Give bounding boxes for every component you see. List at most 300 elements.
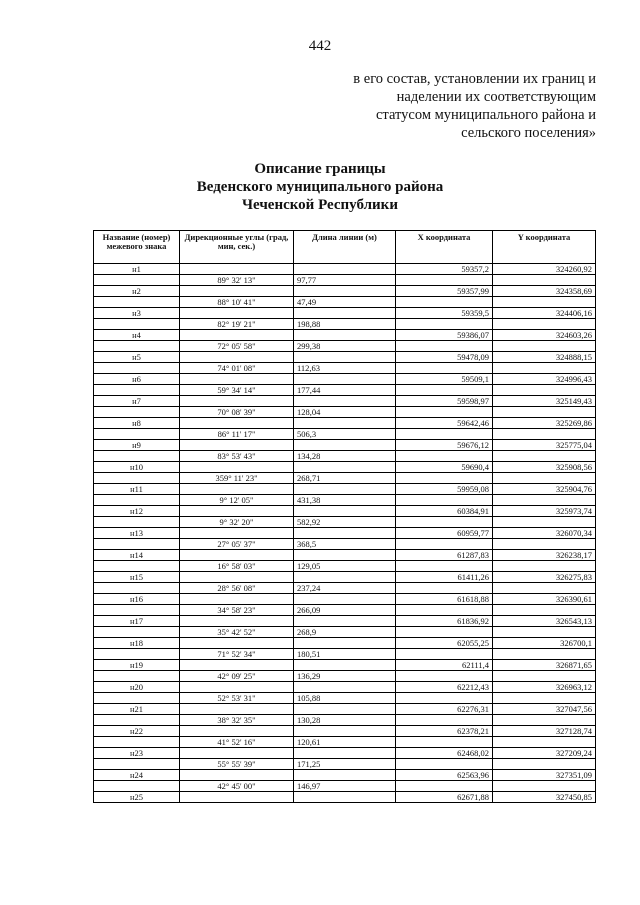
empty-cell <box>94 297 180 308</box>
segment-row <box>94 693 596 704</box>
empty-cell <box>180 440 294 451</box>
direction-angle: 88° 10' 41" <box>180 297 294 308</box>
empty-cell <box>493 627 596 638</box>
empty-cell <box>493 539 596 550</box>
segment-row <box>94 583 596 594</box>
empty-cell <box>396 473 493 484</box>
empty-cell <box>180 704 294 715</box>
y-coordinate: 326963,12 <box>493 682 596 693</box>
segment-row <box>94 319 596 330</box>
point-name: н7 <box>94 396 180 407</box>
point-name: н14 <box>94 550 180 561</box>
empty-cell <box>493 385 596 396</box>
direction-angle: 359° 11' 23" <box>180 473 294 484</box>
point-name: н10 <box>94 462 180 473</box>
empty-cell <box>396 407 493 418</box>
point-name: н17 <box>94 616 180 627</box>
y-coordinate: 324406,16 <box>493 308 596 319</box>
empty-cell <box>180 594 294 605</box>
y-coordinate: 325904,76 <box>493 484 596 495</box>
segment-row <box>94 429 596 440</box>
empty-cell <box>94 341 180 352</box>
heading-line: Описание границы <box>254 161 386 177</box>
y-coordinate: 326275,83 <box>493 572 596 583</box>
empty-cell <box>180 638 294 649</box>
line-length: 198,88 <box>294 319 396 330</box>
point-name: н21 <box>94 704 180 715</box>
empty-cell <box>94 715 180 726</box>
point-name: н9 <box>94 440 180 451</box>
empty-cell <box>94 473 180 484</box>
empty-cell <box>396 385 493 396</box>
line-length: 129,05 <box>294 561 396 572</box>
table-body <box>94 264 596 803</box>
empty-cell <box>94 781 180 792</box>
empty-cell <box>94 561 180 572</box>
point-row <box>94 770 596 781</box>
empty-cell <box>180 506 294 517</box>
empty-cell <box>294 572 396 583</box>
x-coordinate: 62563,96 <box>396 770 493 781</box>
point-row <box>94 462 596 473</box>
empty-cell <box>294 330 396 341</box>
x-coordinate: 59598,97 <box>396 396 493 407</box>
x-coordinate: 60959,77 <box>396 528 493 539</box>
point-row <box>94 748 596 759</box>
empty-cell <box>94 407 180 418</box>
empty-cell <box>396 429 493 440</box>
boundary-table <box>93 230 596 803</box>
empty-cell <box>294 462 396 473</box>
empty-cell <box>94 649 180 660</box>
segment-row <box>94 627 596 638</box>
header-y: Y координата <box>493 231 596 264</box>
empty-cell <box>94 583 180 594</box>
empty-cell <box>180 352 294 363</box>
empty-cell <box>396 759 493 770</box>
empty-cell <box>294 528 396 539</box>
empty-cell <box>493 275 596 286</box>
empty-cell <box>493 605 596 616</box>
empty-cell <box>180 462 294 473</box>
x-coordinate: 61287,83 <box>396 550 493 561</box>
direction-angle: 42° 09' 25" <box>180 671 294 682</box>
segment-row <box>94 495 596 506</box>
y-coordinate: 324996,43 <box>493 374 596 385</box>
empty-cell <box>180 264 294 275</box>
direction-angle: 70° 08' 39" <box>180 407 294 418</box>
x-coordinate: 59959,08 <box>396 484 493 495</box>
y-coordinate: 327209,24 <box>493 748 596 759</box>
empty-cell <box>493 319 596 330</box>
empty-cell <box>180 396 294 407</box>
y-coordinate: 324603,26 <box>493 330 596 341</box>
empty-cell <box>396 275 493 286</box>
point-row <box>94 374 596 385</box>
direction-angle: 28° 56' 08" <box>180 583 294 594</box>
line-length: 136,29 <box>294 671 396 682</box>
point-name: н1 <box>94 264 180 275</box>
segment-row <box>94 451 596 462</box>
point-name: н4 <box>94 330 180 341</box>
empty-cell <box>493 517 596 528</box>
x-coordinate: 59359,5 <box>396 308 493 319</box>
line-length: 105,88 <box>294 693 396 704</box>
segment-row <box>94 275 596 286</box>
empty-cell <box>94 495 180 506</box>
point-row <box>94 792 596 803</box>
point-name: н3 <box>94 308 180 319</box>
empty-cell <box>396 341 493 352</box>
empty-cell <box>180 550 294 561</box>
empty-cell <box>180 418 294 429</box>
point-row <box>94 418 596 429</box>
empty-cell <box>294 506 396 517</box>
empty-cell <box>493 341 596 352</box>
empty-cell <box>493 715 596 726</box>
heading-line: Чеченской Республики <box>242 197 398 213</box>
x-coordinate: 59509,1 <box>396 374 493 385</box>
empty-cell <box>396 583 493 594</box>
y-coordinate: 325149,43 <box>493 396 596 407</box>
point-name: н20 <box>94 682 180 693</box>
line-length: 171,25 <box>294 759 396 770</box>
empty-cell <box>294 308 396 319</box>
direction-angle: 72° 05' 58" <box>180 341 294 352</box>
empty-cell <box>94 319 180 330</box>
empty-cell <box>294 286 396 297</box>
empty-cell <box>180 792 294 803</box>
empty-cell <box>294 396 396 407</box>
empty-cell <box>493 495 596 506</box>
segment-row <box>94 517 596 528</box>
segment-row <box>94 561 596 572</box>
subtitle-line: в его состав, установлении их границ и <box>353 71 596 87</box>
empty-cell <box>294 660 396 671</box>
empty-cell <box>396 693 493 704</box>
point-name: н24 <box>94 770 180 781</box>
empty-cell <box>493 561 596 572</box>
empty-cell <box>180 374 294 385</box>
point-row <box>94 594 596 605</box>
direction-angle: 89° 32' 13" <box>180 275 294 286</box>
empty-cell <box>180 330 294 341</box>
point-name: н6 <box>94 374 180 385</box>
x-coordinate: 59386,07 <box>396 330 493 341</box>
empty-cell <box>396 715 493 726</box>
empty-cell <box>294 704 396 715</box>
point-row <box>94 286 596 297</box>
empty-cell <box>94 671 180 682</box>
empty-cell <box>294 374 396 385</box>
empty-cell <box>396 451 493 462</box>
segment-row <box>94 781 596 792</box>
point-name: н22 <box>94 726 180 737</box>
y-coordinate: 326070,34 <box>493 528 596 539</box>
empty-cell <box>493 737 596 748</box>
point-row <box>94 440 596 451</box>
line-length: 130,28 <box>294 715 396 726</box>
point-row <box>94 638 596 649</box>
table-header-row <box>94 231 596 264</box>
x-coordinate: 62055,25 <box>396 638 493 649</box>
x-coordinate: 62378,21 <box>396 726 493 737</box>
empty-cell <box>493 297 596 308</box>
x-coordinate: 60384,91 <box>396 506 493 517</box>
line-length: 368,5 <box>294 539 396 550</box>
x-coordinate: 59690,4 <box>396 462 493 473</box>
page-number: 442 <box>308 38 332 54</box>
x-coordinate: 62212,43 <box>396 682 493 693</box>
empty-cell <box>180 748 294 759</box>
direction-angle: 16° 58' 03" <box>180 561 294 572</box>
empty-cell <box>94 539 180 550</box>
y-coordinate: 324260,92 <box>493 264 596 275</box>
empty-cell <box>94 275 180 286</box>
segment-row <box>94 737 596 748</box>
empty-cell <box>396 561 493 572</box>
header-name: Название (номер) межевого знака <box>94 231 180 264</box>
empty-cell <box>396 495 493 506</box>
y-coordinate: 326543,13 <box>493 616 596 627</box>
empty-cell <box>294 440 396 451</box>
direction-angle: 71° 52' 34" <box>180 649 294 660</box>
y-coordinate: 324888,15 <box>493 352 596 363</box>
line-length: 506,3 <box>294 429 396 440</box>
direction-angle: 9° 32' 20" <box>180 517 294 528</box>
empty-cell <box>94 363 180 374</box>
y-coordinate: 326871,65 <box>493 660 596 671</box>
x-coordinate: 61618,88 <box>396 594 493 605</box>
empty-cell <box>493 781 596 792</box>
line-length: 431,38 <box>294 495 396 506</box>
y-coordinate: 326390,61 <box>493 594 596 605</box>
empty-cell <box>294 638 396 649</box>
subtitle-line: наделении их соответствующим <box>396 89 596 105</box>
point-row <box>94 396 596 407</box>
empty-cell <box>294 770 396 781</box>
empty-cell <box>493 649 596 660</box>
empty-cell <box>396 363 493 374</box>
header-angle: Дирекционные углы (град, мин, сек.) <box>180 231 294 264</box>
empty-cell <box>180 770 294 781</box>
segment-row <box>94 759 596 770</box>
direction-angle: 52° 53' 31" <box>180 693 294 704</box>
segment-row <box>94 363 596 374</box>
empty-cell <box>396 627 493 638</box>
empty-cell <box>396 781 493 792</box>
y-coordinate: 324358,69 <box>493 286 596 297</box>
point-row <box>94 484 596 495</box>
empty-cell <box>94 759 180 770</box>
empty-cell <box>493 451 596 462</box>
line-length: 266,09 <box>294 605 396 616</box>
line-length: 177,44 <box>294 385 396 396</box>
x-coordinate: 59676,12 <box>396 440 493 451</box>
line-length: 47,49 <box>294 297 396 308</box>
direction-angle: 41° 52' 16" <box>180 737 294 748</box>
empty-cell <box>94 693 180 704</box>
segment-row <box>94 385 596 396</box>
empty-cell <box>493 671 596 682</box>
empty-cell <box>180 484 294 495</box>
line-length: 180,51 <box>294 649 396 660</box>
direction-angle: 27° 05' 37" <box>180 539 294 550</box>
point-row <box>94 550 596 561</box>
point-name: н12 <box>94 506 180 517</box>
x-coordinate: 59642,46 <box>396 418 493 429</box>
x-coordinate: 59357,99 <box>396 286 493 297</box>
empty-cell <box>94 627 180 638</box>
y-coordinate: 327128,74 <box>493 726 596 737</box>
document-subtitle <box>353 70 596 142</box>
empty-cell <box>396 605 493 616</box>
empty-cell <box>294 616 396 627</box>
empty-cell <box>294 682 396 693</box>
direction-angle: 83° 53' 43" <box>180 451 294 462</box>
empty-cell <box>180 616 294 627</box>
subtitle-line: сельского поселения» <box>461 125 596 141</box>
section-heading <box>0 160 640 214</box>
empty-cell <box>396 649 493 660</box>
empty-cell <box>396 319 493 330</box>
direction-angle: 59° 34' 14" <box>180 385 294 396</box>
header-length: Длина линии (м) <box>294 231 396 264</box>
point-name: н19 <box>94 660 180 671</box>
x-coordinate: 62468,02 <box>396 748 493 759</box>
point-row <box>94 308 596 319</box>
point-name: н15 <box>94 572 180 583</box>
y-coordinate: 325973,74 <box>493 506 596 517</box>
empty-cell <box>396 539 493 550</box>
direction-angle: 35° 42' 52" <box>180 627 294 638</box>
y-coordinate: 325269,86 <box>493 418 596 429</box>
point-row <box>94 330 596 341</box>
line-length: 582,92 <box>294 517 396 528</box>
direction-angle: 86° 11' 17" <box>180 429 294 440</box>
x-coordinate: 61836,92 <box>396 616 493 627</box>
segment-row <box>94 407 596 418</box>
line-length: 268,71 <box>294 473 396 484</box>
segment-row <box>94 649 596 660</box>
line-length: 120,61 <box>294 737 396 748</box>
segment-row <box>94 539 596 550</box>
point-row <box>94 264 596 275</box>
empty-cell <box>180 572 294 583</box>
point-name: н16 <box>94 594 180 605</box>
point-row <box>94 352 596 363</box>
empty-cell <box>180 726 294 737</box>
y-coordinate: 327351,09 <box>493 770 596 781</box>
point-name: н5 <box>94 352 180 363</box>
y-coordinate: 326700,1 <box>493 638 596 649</box>
point-name: н8 <box>94 418 180 429</box>
empty-cell <box>94 517 180 528</box>
x-coordinate: 61411,26 <box>396 572 493 583</box>
point-name: н11 <box>94 484 180 495</box>
segment-row <box>94 715 596 726</box>
point-row <box>94 616 596 627</box>
point-row <box>94 682 596 693</box>
point-row <box>94 572 596 583</box>
line-length: 268,9 <box>294 627 396 638</box>
y-coordinate: 327450,85 <box>493 792 596 803</box>
line-length: 237,24 <box>294 583 396 594</box>
direction-angle: 9° 12' 05" <box>180 495 294 506</box>
empty-cell <box>94 451 180 462</box>
direction-angle: 74° 01' 08" <box>180 363 294 374</box>
empty-cell <box>396 297 493 308</box>
empty-cell <box>493 429 596 440</box>
segment-row <box>94 605 596 616</box>
x-coordinate: 59478,09 <box>396 352 493 363</box>
point-row <box>94 704 596 715</box>
direction-angle: 55° 55' 39" <box>180 759 294 770</box>
empty-cell <box>294 418 396 429</box>
empty-cell <box>294 748 396 759</box>
point-name: н2 <box>94 286 180 297</box>
header-x: X координата <box>396 231 493 264</box>
empty-cell <box>294 792 396 803</box>
x-coordinate: 59357,2 <box>396 264 493 275</box>
empty-cell <box>180 660 294 671</box>
point-name: н13 <box>94 528 180 539</box>
empty-cell <box>94 429 180 440</box>
y-coordinate: 325908,56 <box>493 462 596 473</box>
empty-cell <box>180 286 294 297</box>
point-name: н25 <box>94 792 180 803</box>
heading-line: Веденского муниципального района <box>196 179 444 195</box>
line-length: 112,63 <box>294 363 396 374</box>
segment-row <box>94 297 596 308</box>
x-coordinate: 62276,31 <box>396 704 493 715</box>
empty-cell <box>396 737 493 748</box>
empty-cell <box>493 693 596 704</box>
point-name: н23 <box>94 748 180 759</box>
empty-cell <box>493 473 596 484</box>
y-coordinate: 326238,17 <box>493 550 596 561</box>
y-coordinate: 327047,56 <box>493 704 596 715</box>
empty-cell <box>180 528 294 539</box>
direction-angle: 42° 45' 00" <box>180 781 294 792</box>
point-row <box>94 726 596 737</box>
direction-angle: 38° 32' 35" <box>180 715 294 726</box>
point-row <box>94 528 596 539</box>
line-length: 146,97 <box>294 781 396 792</box>
empty-cell <box>493 759 596 770</box>
empty-cell <box>493 583 596 594</box>
empty-cell <box>94 385 180 396</box>
subtitle-line: статусом муниципального района и <box>376 107 596 123</box>
point-name: н18 <box>94 638 180 649</box>
empty-cell <box>294 550 396 561</box>
segment-row <box>94 341 596 352</box>
point-row <box>94 660 596 671</box>
empty-cell <box>180 308 294 319</box>
segment-row <box>94 473 596 484</box>
empty-cell <box>294 352 396 363</box>
empty-cell <box>180 682 294 693</box>
line-length: 134,28 <box>294 451 396 462</box>
x-coordinate: 62111,4 <box>396 660 493 671</box>
empty-cell <box>294 726 396 737</box>
segment-row <box>94 671 596 682</box>
empty-cell <box>94 737 180 748</box>
line-length: 97,77 <box>294 275 396 286</box>
empty-cell <box>94 605 180 616</box>
empty-cell <box>294 484 396 495</box>
empty-cell <box>396 517 493 528</box>
